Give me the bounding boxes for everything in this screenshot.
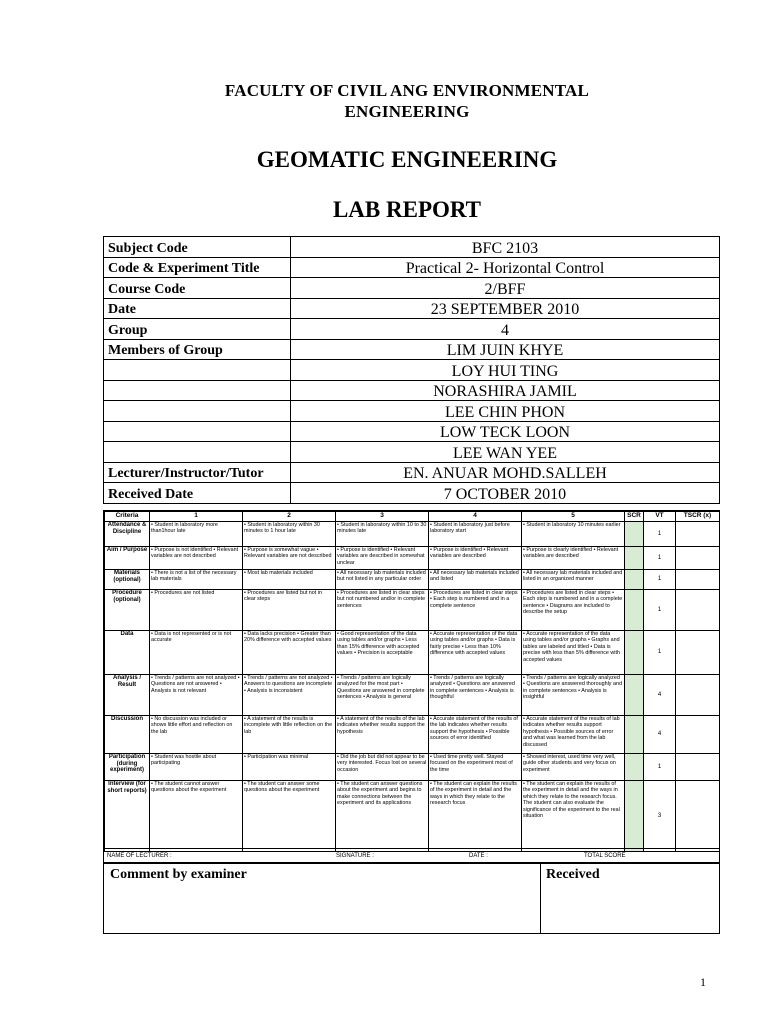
member-name: LEE CHIN PHON	[291, 401, 720, 422]
course-code-value: 2/BFF	[291, 278, 720, 299]
level-cell: • Data is not represented or is not accurate	[150, 631, 243, 675]
tscr-cell	[676, 631, 720, 675]
criteria-cell: Materials (optional)	[105, 570, 150, 590]
criteria-cell: Aim / Purpose	[105, 547, 150, 570]
level-cell: • Purpose is clearly identified • Relevant variables are described	[522, 547, 625, 570]
lecturer-name-label: NAME OF LECTURER :	[107, 853, 172, 859]
info-row	[104, 339, 720, 360]
subject-code-label: Subject Code	[104, 237, 291, 258]
received-label: Received	[546, 867, 600, 882]
vt-header: VT	[644, 512, 676, 522]
tscr-cell	[676, 716, 720, 754]
tscr-cell	[676, 522, 720, 547]
score-cell	[625, 570, 644, 590]
rubric-row	[105, 522, 720, 547]
vt-cell: 4	[644, 675, 676, 716]
level-cell: • The student can explain the results of the experiment in detail and the ways in which they relate to the research focus	[429, 781, 522, 852]
level-cell: • Did the job but did not appear to be very interested. Focus lost on several occasion	[336, 754, 429, 781]
rubric-row	[105, 570, 720, 590]
total-score-label: TOTAL SCORE	[584, 853, 626, 859]
info-row	[104, 319, 720, 340]
criteria-cell: Discussion	[105, 716, 150, 754]
level-cell: • Accurate representation of the data using tables and/or graphs • Graphs and tables are labeled and titled • Data is precise with less than 5% difference with accepted values	[522, 631, 625, 675]
tscr-header: TSCR (x)	[676, 512, 720, 522]
level-cell: • Trends / patterns are logically analyzed • Questions are answered in complete sentences • Analysis is thoughtful	[429, 675, 522, 716]
level-cell: • Trends / patterns are logically analyzed for the most part • Questions are answered in complete sentences • Analysis is general	[336, 675, 429, 716]
criteria-cell: Interview (for short reports)	[105, 781, 150, 852]
vt-cell: 1	[644, 590, 676, 631]
info-row	[104, 360, 720, 381]
empty-label-cell	[104, 421, 291, 442]
member-name: LOW TECK LOON	[291, 421, 720, 442]
level-cell: • Purpose is not identified • Relevant variables are not described	[150, 547, 243, 570]
level-cell: • Participation was minimal	[243, 754, 336, 781]
date-label: Date	[104, 298, 291, 319]
received-date-label: Received Date	[104, 483, 291, 504]
level-cell: • Accurate statement of the results of the lab indicates whether results support the hypothesis • Possible sources of error identified	[429, 716, 522, 754]
tscr-cell	[676, 570, 720, 590]
level-cell: • Procedures are listed in clear steps • Each step is numbered and in a complete sentence • Diagrams are included to describe the setup	[522, 590, 625, 631]
level-cell: • Used time pretty well. Stayed focused on the experiment most of the time	[429, 754, 522, 781]
course-code-label: Course Code	[104, 278, 291, 299]
level-header: 1	[150, 512, 243, 522]
level-cell: • Student in laboratory within 10 to 30 minutes late	[336, 522, 429, 547]
rubric-row	[105, 631, 720, 675]
level-cell: • Trends / patterns are not analyzed • Questions are not answered • Analysis is not relevant	[150, 675, 243, 716]
tscr-cell	[676, 590, 720, 631]
score-cell	[625, 716, 644, 754]
level-cell: • Procedures are listed in clear steps • Each step is numbered and in a complete sentence	[429, 590, 522, 631]
level-cell: • Purpose is somewhat vague • Relevant variables are not described	[243, 547, 336, 570]
criteria-cell: Analysis / Result	[105, 675, 150, 716]
level-cell: • Purpose is identified • Relevant variables are described	[429, 547, 522, 570]
info-row	[104, 442, 720, 463]
level-cell: • All necessary lab materials included and listed	[429, 570, 522, 590]
info-table	[103, 236, 720, 504]
info-row	[104, 278, 720, 299]
footer-date-label: DATE :	[469, 853, 488, 859]
faculty-line-1: FACULTY OF CIVIL ANG ENVIRONMENTAL	[224, 81, 590, 100]
level-cell: • Student in laboratory more than1hour late	[150, 522, 243, 547]
comment-section	[103, 862, 720, 934]
rubric-footer	[104, 848, 719, 863]
score-cell	[625, 781, 644, 852]
criteria-cell: Data	[105, 631, 150, 675]
empty-label-cell	[104, 360, 291, 381]
level-cell: • The student can explain the results of the experiment in detail and the ways in which they relate to the research focus. The student can also evaluate the significance of the experiment to the real situation	[522, 781, 625, 852]
level-cell: • The student can answer some questions about the experiment	[243, 781, 336, 852]
criteria-cell: Procedure (optional)	[105, 590, 150, 631]
vt-cell: 1	[644, 522, 676, 547]
empty-label-cell	[104, 380, 291, 401]
level-cell: • Showed interest, used time very well, guide other students and very focus on experiment	[522, 754, 625, 781]
level-header: 2	[243, 512, 336, 522]
level-cell: • Student in laboratory just before laboratory start	[429, 522, 522, 547]
empty-label-cell	[104, 442, 291, 463]
level-cell: • Student in laboratory within 30 minutes to 1 hour late	[243, 522, 336, 547]
level-cell: • All necessary lab materials included but not listed in any particular order	[336, 570, 429, 590]
level-cell: • Accurate representation of the data using tables and/or graphs • Data is fairly precise • Less than 10% difference with accepted values	[429, 631, 522, 675]
info-row	[104, 462, 720, 483]
level-header: 4	[429, 512, 522, 522]
empty-label-cell	[104, 401, 291, 422]
score-cell	[625, 754, 644, 781]
faculty-heading	[100, 80, 714, 122]
level-cell: • There is not a list of the necessary lab materials	[150, 570, 243, 590]
page-number: 1	[700, 975, 706, 989]
members-label: Members of Group	[104, 339, 291, 360]
level-cell: • Procedures are listed but not in clear steps	[243, 590, 336, 631]
vt-cell: 1	[644, 631, 676, 675]
info-row	[104, 421, 720, 442]
tscr-cell	[676, 754, 720, 781]
rubric-section	[103, 510, 720, 864]
level-cell: • Data lacks precision • Greater than 20% difference with accepted values	[243, 631, 336, 675]
level-cell: • The student can answer questions about the experiment and begins to make connections between the experiment and its applications	[336, 781, 429, 852]
score-cell	[625, 547, 644, 570]
rubric-row	[105, 716, 720, 754]
member-name: NORASHIRA JAMIL	[291, 380, 720, 401]
tscr-cell	[676, 781, 720, 852]
level-cell: • Most lab materials included	[243, 570, 336, 590]
rubric-row	[105, 590, 720, 631]
group-label: Group	[104, 319, 291, 340]
level-cell: • All necessary lab materials included and listed in an organized manner	[522, 570, 625, 590]
level-cell: • Procedures are not listed	[150, 590, 243, 631]
level-cell: • Trends / patterns are logically analyzed • Questions are answered thoroughly and in complete sentences • Analysis is insightful	[522, 675, 625, 716]
info-row	[104, 257, 720, 278]
experiment-label: Code & Experiment Title	[104, 257, 291, 278]
level-cell: • Student was hostile about participating	[150, 754, 243, 781]
info-row	[104, 483, 720, 504]
scr-header: SCR	[625, 512, 644, 522]
signature-label: SIGNATURE :	[336, 853, 374, 859]
rubric-row	[105, 754, 720, 781]
level-cell: • Purpose is identified • Relevant variables are described in somewhat unclear	[336, 547, 429, 570]
tscr-cell	[676, 675, 720, 716]
rubric-table	[104, 511, 720, 852]
rubric-header-row	[105, 512, 720, 522]
level-cell: • Accurate statement of the results of lab indicates whether results support hypothesis • Possible sources of error and what was learned from the lab discussed	[522, 716, 625, 754]
rubric-row	[105, 675, 720, 716]
level-cell: • Student in laboratory 10 minutes earlier	[522, 522, 625, 547]
faculty-line-2: ENGINEERING	[344, 102, 470, 121]
level-cell: • A statement of the results of the lab indicates whether results support the hypothesis	[336, 716, 429, 754]
experiment-value: Practical 2- Horizontal Control	[291, 257, 720, 278]
level-cell: • A statement of the results is incomplete with little reflection on the lab	[243, 716, 336, 754]
info-row	[104, 298, 720, 319]
vt-cell: 1	[644, 570, 676, 590]
document-title: GEOMATIC ENGINEERING	[256, 147, 558, 172]
level-cell: • Good representation of the data using tables and/or graphs • Less than 15% difference with accepted values • Precision is acceptable	[336, 631, 429, 675]
vt-cell: 1	[644, 547, 676, 570]
member-name: LIM JUIN KHYE	[291, 339, 720, 360]
comment-label: Comment by examiner	[110, 867, 247, 882]
criteria-header: Criteria	[105, 512, 150, 522]
vt-cell: 4	[644, 716, 676, 754]
member-name: LEE WAN YEE	[291, 442, 720, 463]
score-cell	[625, 522, 644, 547]
info-row	[104, 380, 720, 401]
document-subtitle: LAB REPORT	[332, 197, 482, 222]
rubric-row	[105, 547, 720, 570]
tscr-cell	[676, 547, 720, 570]
level-cell: • Procedures are listed in clear steps but not numbered and/or in complete sentences	[336, 590, 429, 631]
rubric-row	[105, 781, 720, 852]
criteria-cell: Participation (during experiment)	[105, 754, 150, 781]
received-date-value: 7 OCTOBER 2010	[291, 483, 720, 504]
lecturer-label: Lecturer/Instructor/Tutor	[104, 462, 291, 483]
info-row	[104, 401, 720, 422]
comment-divider	[540, 863, 541, 933]
level-cell: • Trends / patterns are not analyzed • Answers to questions are incomplete • Analysis is inconsistent	[243, 675, 336, 716]
level-header: 5	[522, 512, 625, 522]
score-cell	[625, 675, 644, 716]
member-name: LOY HUI TING	[291, 360, 720, 381]
lecturer-value: EN. ANUAR MOHD.SALLEH	[291, 462, 720, 483]
date-value: 23 SEPTEMBER 2010	[291, 298, 720, 319]
subject-code-value: BFC 2103	[291, 237, 720, 258]
info-row	[104, 237, 720, 258]
score-cell	[625, 590, 644, 631]
group-value: 4	[291, 319, 720, 340]
score-cell	[625, 631, 644, 675]
level-header: 3	[336, 512, 429, 522]
criteria-cell: Attendance & Discipline	[105, 522, 150, 547]
level-cell: • The student cannot answer questions about the experiment	[150, 781, 243, 852]
vt-cell: 3	[644, 781, 676, 852]
level-cell: • No discussion was included or shows little effort and reflection on the lab	[150, 716, 243, 754]
vt-cell: 1	[644, 754, 676, 781]
